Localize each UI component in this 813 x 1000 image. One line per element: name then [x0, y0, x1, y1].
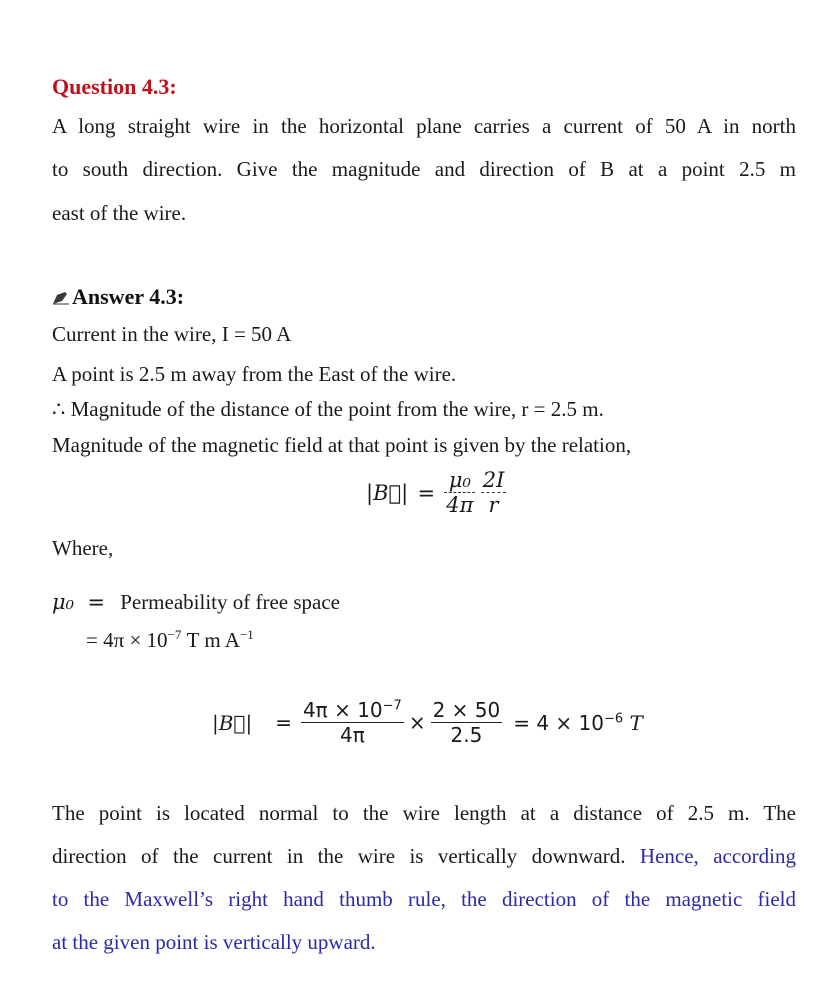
- formula-fraction-1: [444, 468, 475, 517]
- formula-frac2-num: 2I: [482, 468, 505, 492]
- mu-value-units: T m A: [181, 628, 240, 652]
- calc-frac2-num: 2 × 50: [432, 698, 501, 722]
- question-line-2: to south direction. Give the magnitude and direction of B at a point 2.5 m: [52, 157, 796, 181]
- mu-value-exp: −7: [167, 627, 182, 642]
- calc-result: = $4 \times 10^{-6}$ T: [513, 710, 643, 735]
- formula-fraction-2: [481, 468, 507, 517]
- question-title: Question 4.3:: [52, 74, 177, 99]
- mu-value: [86, 628, 254, 653]
- calc-fraction-2: [431, 698, 503, 747]
- question-line-1: A long straight wire in the horizontal plane carries a current of 50 A in north: [52, 114, 796, 138]
- formula-frac2-den: r: [488, 493, 499, 517]
- pen-icon: [52, 291, 70, 305]
- conclusion-line-2: direction of the current in the wire is vertically downward. Hence, according: [52, 844, 797, 868]
- mu-definition-text: Permeability of free space: [120, 590, 341, 614]
- calc-times: ×: [408, 710, 426, 735]
- mu-symbol: μ₀: [52, 590, 75, 614]
- formula-frac1-num: μ₀: [448, 468, 471, 492]
- answer-relation: Magnitude of the magnetic field at that point is given by the relation,: [52, 433, 632, 457]
- question-line-3: east of the wire.: [52, 201, 187, 225]
- calc-frac1-den: 4π: [340, 723, 365, 748]
- calc-frac2-den: 2.5: [450, 723, 483, 748]
- formula-lhs: |B⃗|: [366, 480, 409, 505]
- formula-frac1-den: 4π: [446, 493, 474, 517]
- calc-equals: =: [275, 710, 292, 735]
- conclusion-line-1: The point is located normal to the wire length at a distance of 2.5 m. The: [52, 801, 796, 825]
- field-calculation: [212, 698, 643, 747]
- answer-title: Answer 4.3:: [72, 284, 185, 309]
- calc-frac1-num: $4\pi \times 10^{-7}$: [302, 698, 402, 722]
- answer-distance: ∴ Magnitude of the distance of the point from the wire, r = 2.5 m.: [52, 397, 604, 421]
- calc-lhs: |B⃗|: [212, 710, 253, 735]
- answer-point: A point is 2.5 m away from the East of the wire.: [52, 362, 457, 386]
- conclusion-line-4: at the given point is vertically upward.: [52, 930, 376, 954]
- conclusion-line-3: to the Maxwell’s right hand thumb rule, the direction of the magnetic field: [52, 887, 796, 911]
- answer-heading: [52, 284, 184, 310]
- mu-value-units-exp: −1: [239, 627, 254, 642]
- answer-current: Current in the wire, I = 50 A: [52, 322, 292, 346]
- formula-equals: =: [417, 480, 436, 505]
- mu-definition: [52, 590, 340, 615]
- calc-fraction-1: [301, 698, 404, 747]
- field-formula: [366, 468, 506, 517]
- where-label: Where,: [52, 536, 114, 560]
- mu-value-prefix: = 4π × 10: [86, 628, 168, 652]
- mu-equals: =: [87, 590, 105, 614]
